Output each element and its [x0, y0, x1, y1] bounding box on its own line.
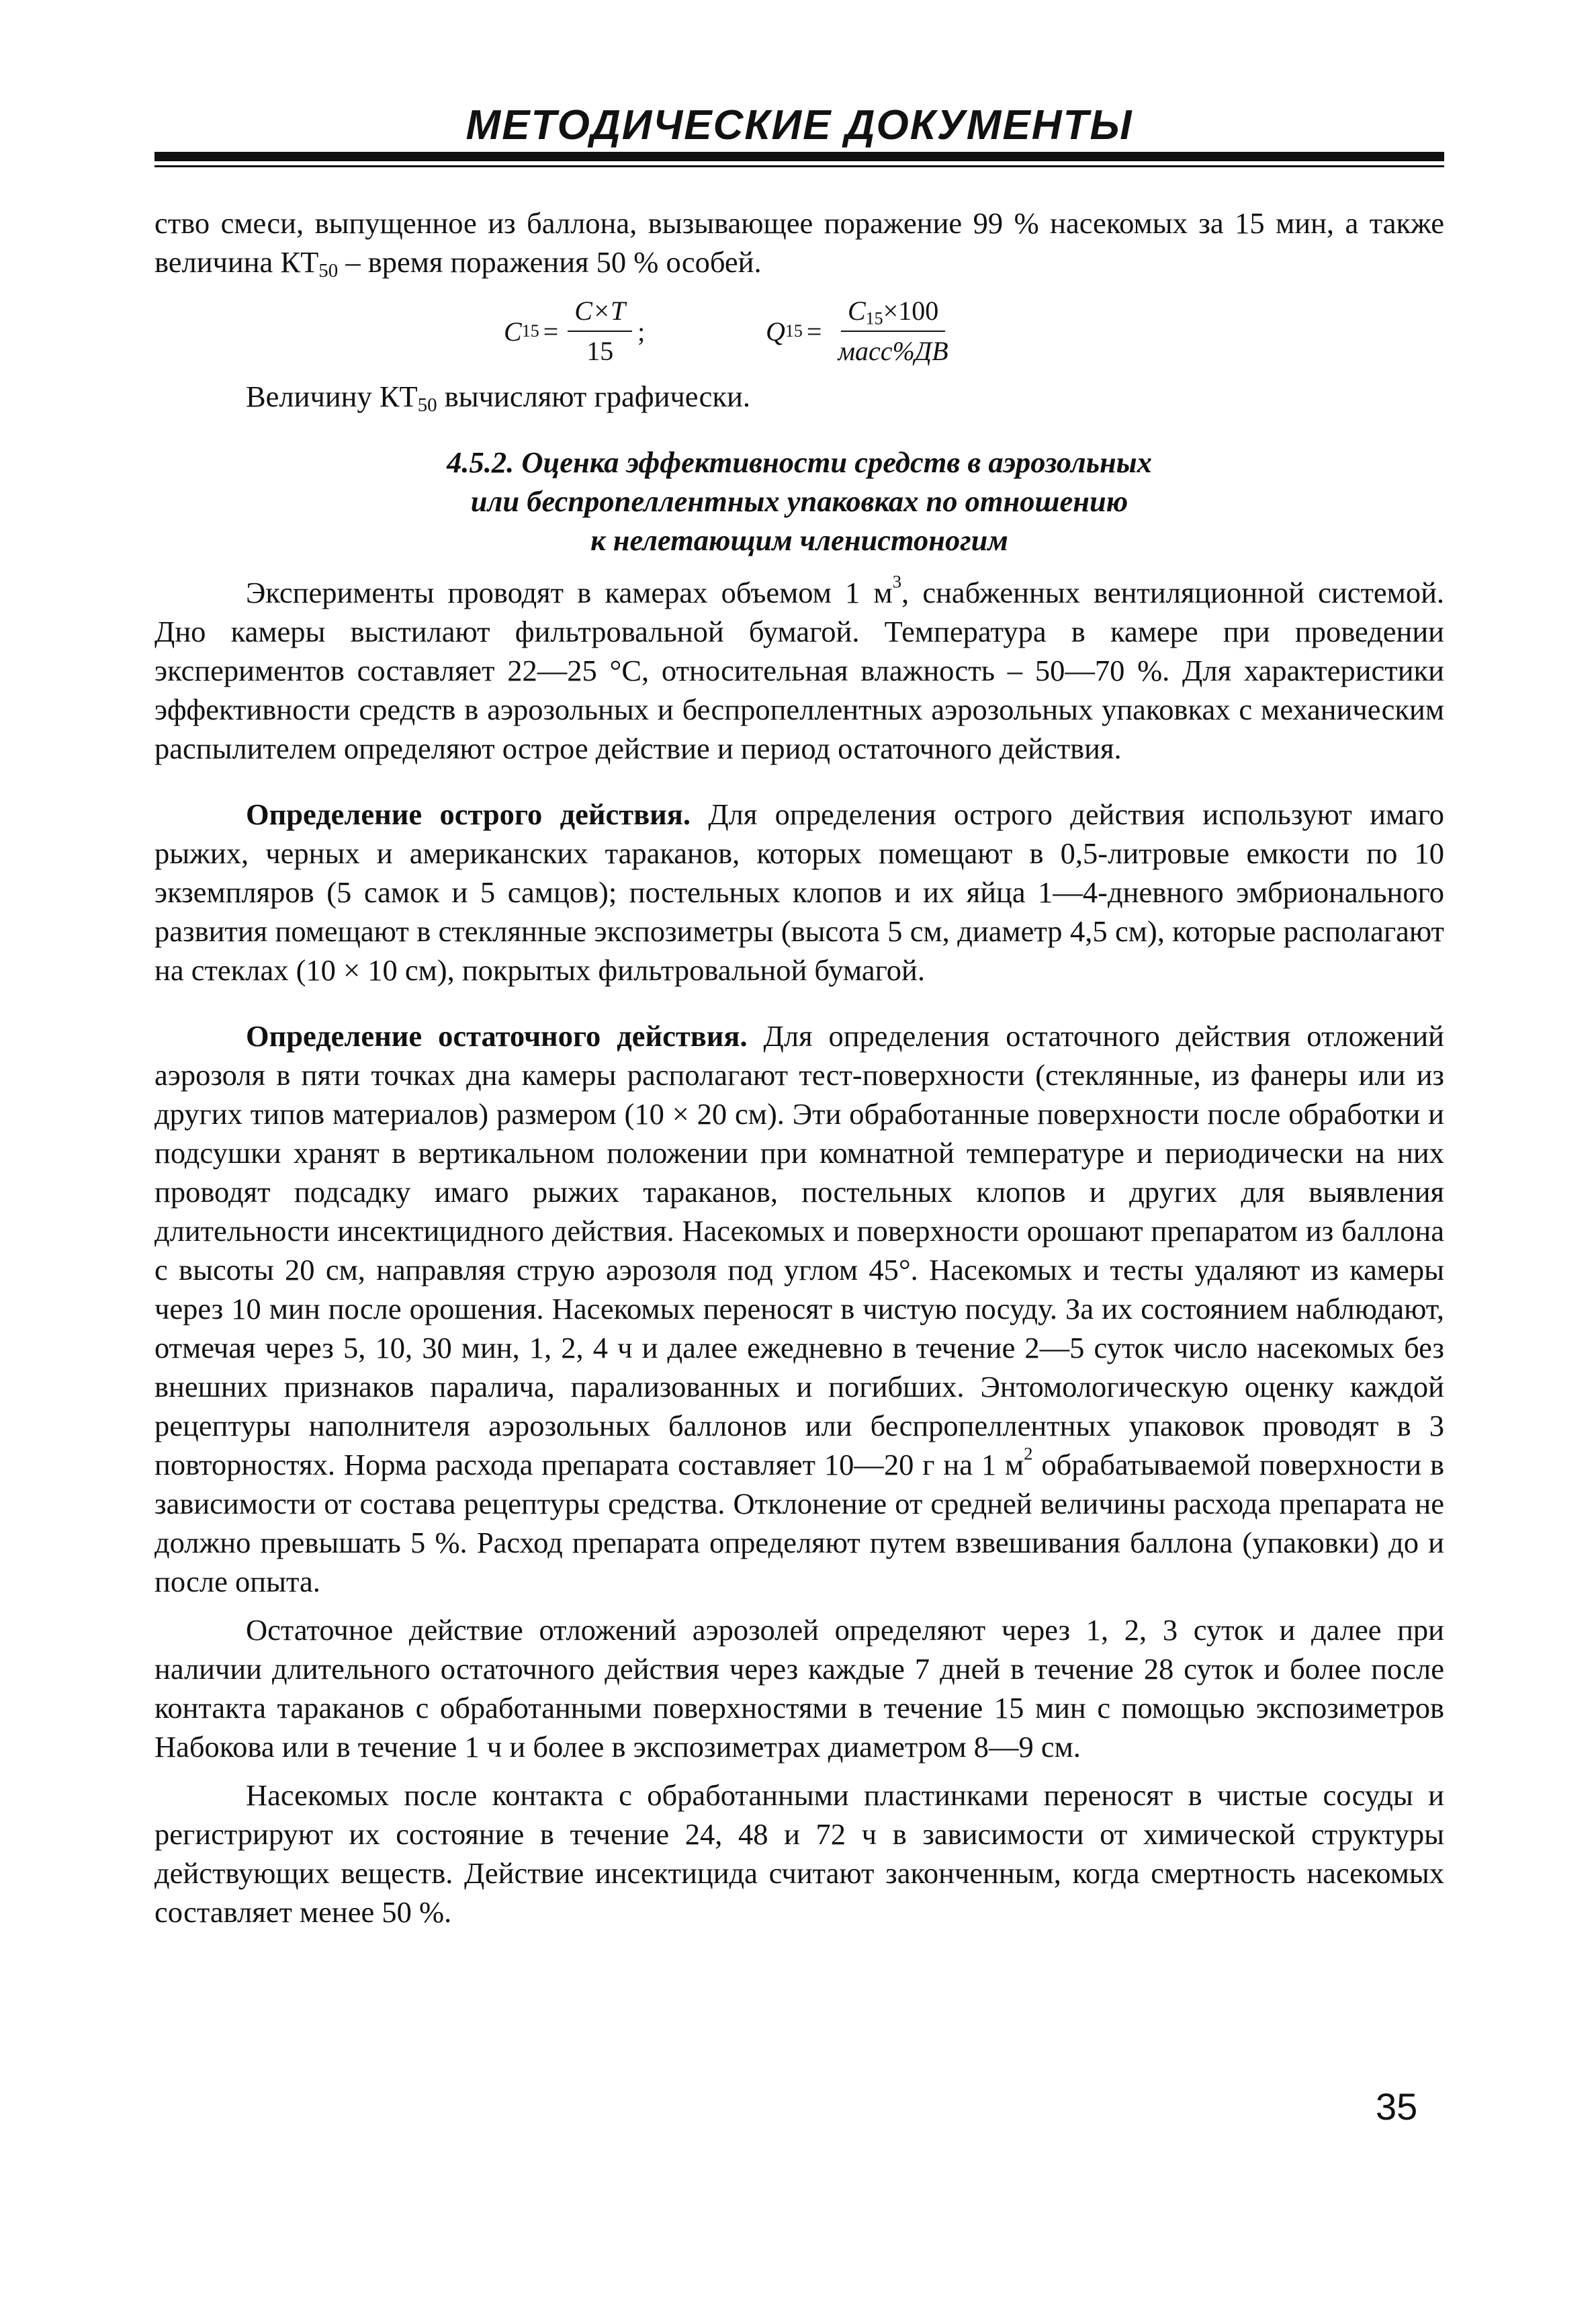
paragraph-residual-action [154, 1016, 1444, 1601]
p3-text-a: Для определения остаточного действия отложений аэрозоля в пяти точках дна камеры располагают тест-поверхности (стеклянные, из фанеры или из других типов материалов) размером (10 × 20 см). Эти обработанные поверхности после обработки и подсушки хранят в вертикальном положении при комнатной температуре и периодически на них проводят подсадку имаго рыжих тараканов, постельных клопов и других для выявления длительности инсектицидного действия. Насекомых и поверхности орошают препаратом из баллона с высоты 20 см, направляя струю аэрозоля под углом 45°. Насекомых и тесты удаляют из камеры через 10 мин после орошения. Насекомых переносят в чистую посуду. За их состоянием наблюдают, отмечая через 5, 10, 30 мин, 1, 2, 4 ч и далее ежедневно в течение 2—5 суток число насекомых без внешних признаков паралича, парализованных и погибших. Энтомологическую оценку каждой рецептуры наполнителя аэрозольных баллонов или беспропеллентных упаковок проводят в 3 повторностях. Норма расхода препарата составляет 10—20 г на 1 м [154, 1019, 1444, 1481]
p1-sup: 3 [892, 571, 902, 592]
paragraph-acute-action [154, 795, 1444, 990]
formula2-denominator: масс%ДВ [838, 336, 948, 366]
section-title-line3: к нелетающим членистоногим [590, 523, 1008, 557]
section-title-line2: или беспропеллентных упаковках по отношению [470, 484, 1128, 518]
section-title-line1: Оценка эффективности средств в аэрозольных [514, 445, 1152, 479]
header-rule-thin [154, 165, 1444, 167]
section-heading [154, 443, 1444, 560]
intro-text-a: ство смеси, выпущенное из баллона, вызывающее поражение 99 % насекомых за 15 мин, а также величина КТ [154, 206, 1444, 279]
formula2-num-b: ×100 [883, 296, 939, 326]
kt-note-sub: 50 [417, 394, 437, 417]
intro-paragraph [154, 204, 1444, 281]
formula1-denominator: 15 [586, 336, 614, 366]
paragraph-experiments [154, 573, 1444, 768]
p2-bold-lead: Определение острого действия. [246, 797, 691, 831]
section-heading-line1 [154, 443, 1444, 482]
formula-c15: C 15 = $\frac{C\times T}{15}$ ; [504, 286, 645, 377]
running-header: МЕТОДИЧЕСКИЕ ДОКУМЕНТЫ [466, 102, 1133, 148]
document-page [154, 101, 1444, 1931]
formula1-numerator: C×T [568, 294, 632, 332]
formula1-lhs: C [504, 316, 522, 347]
formula2-num-sub: 15 [865, 308, 883, 329]
p3-text-b: обрабатываемой поверхности в зависимости от состава рецептуры средства. Отклонение от средней величины расхода препарата не должно превышать 5 %. Расход препарата определяют путем взвешивания баллона (упаковки) до и после опыта. [154, 1448, 1444, 1598]
formula-q15: Q 15 = $\frac{C_{15}\times 100}{\text{масс\%ДВ}}$ [766, 286, 961, 377]
intro-sub: 50 [318, 260, 339, 282]
kt-note-text-b: вычисляют графически. [437, 380, 750, 413]
page-number: 35 [1376, 2085, 1418, 2128]
header-rule-thick [154, 152, 1444, 161]
p2-text: Для определения острого действия используют имаго рыжих, черных и американских тараканов, которых помещают в 0,5-литровые емкости по 10 экземпляров (5 самок и 5 самцов); постельных клопов и их яйца 1—4-дневного эмбрионального развития помещают в стеклянные экспозиметры (высота 5 см, диаметр 4,5 см), которые располагают на стеклах (10 × 10 см), покрытых фильтровальной бумагой. [154, 797, 1444, 987]
kt-note-text-a: Величину КТ [246, 380, 418, 413]
formula2-lhs: Q [766, 316, 785, 347]
formula2-numerator [841, 294, 945, 332]
formula2-eq: = [806, 316, 822, 347]
formula1-eq: = [543, 316, 559, 347]
p1-text-b: , снабженных вентиляционной системой. Дно камеры выстилают фильтровальной бумагой. Температура в камере при проведении экспериментов составляет 22—25 °С, относительная влажность – 50—70 %. Для характеристики эффективности средств в аэрозольных и беспропеллентных аэрозольных упаковках с механическим распылителем определяют острое действие и период остаточного действия. [154, 576, 1445, 765]
p3-bold-lead: Определение остаточного действия. [246, 1019, 748, 1053]
p3-sup: 2 [1024, 1443, 1033, 1464]
kt-note-paragraph [154, 377, 1444, 416]
formula-row [154, 286, 1444, 377]
formula1-tail: ; [637, 316, 646, 347]
intro-text-b: – время поражения 50 % особей. [338, 245, 762, 279]
p1-text-a: Эксперименты проводят в камерах объемом 1 м [246, 576, 893, 609]
paragraph-insects-after-contact: Насекомых после контакта с обработанными пластинками переносят в чистые сосуды и регистрируют их состояние в течение 24, 48 и 72 ч в зависимости от химической структуры действующих веществ. Действие инсектицида считают законченным, когда смертность насекомых составляет менее 50 %. [154, 1778, 1444, 1929]
paragraph-residual-deposits: Остаточное действие отложений аэрозолей определяют через 1, 2, 3 суток и далее при наличии длительного остаточного действия через каждые 7 дней в течение 28 суток и более после контакта тараканов с обработанными поверхностями в течение 15 мин с помощью экспозиметров Набокова или в течение 1 ч и более в экспозиметрах диаметром 8—9 см. [154, 1613, 1444, 1764]
section-number: 4.5.2. [447, 445, 515, 479]
formula1-fraction [568, 294, 632, 368]
formula2-num-a: C [847, 296, 866, 326]
formula2-fraction [831, 294, 955, 368]
